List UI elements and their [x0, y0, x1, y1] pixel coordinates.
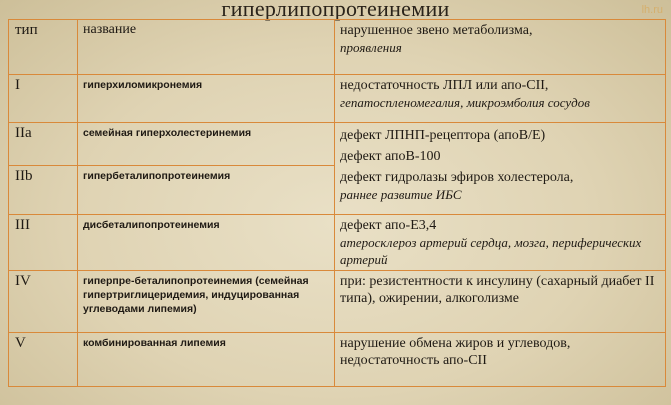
hyperlipoproteinemia-table	[8, 19, 666, 387]
row-disorder	[335, 333, 666, 387]
row-disorder	[335, 123, 666, 215]
disorder-text: дефект гидролазы эфиров холестерола,	[340, 170, 574, 185]
disorder-text: дефект апо-Е3,4	[340, 218, 437, 233]
row-name: комбинированная липемия	[78, 333, 335, 387]
row-disorder	[335, 271, 666, 333]
header-disorder	[335, 20, 666, 75]
header-type: тип	[9, 20, 78, 75]
header-disorder-line2: проявления	[340, 40, 402, 55]
row-name: гипербеталипопротеинемия	[78, 166, 335, 215]
row-disorder	[335, 75, 666, 123]
row-type: IIa	[9, 123, 78, 166]
disorder-text: нарушение обмена жиров и углеводов, недостаточность апо-CII	[340, 336, 571, 368]
header-name: название	[78, 20, 335, 75]
row-name: дисбеталипопротеинемия	[78, 215, 335, 271]
row-disorder	[335, 215, 666, 271]
manifest-text: атеросклероз артерий сердца, мозга, периферических артерий	[340, 235, 642, 267]
disorder-text: дефект апоВ-100	[340, 149, 441, 164]
row-name: гиперпре-беталипопротеинемия (семейная гипертриглицеридемия, индуцированная углеводами липемия)	[78, 271, 335, 333]
table-row	[9, 333, 666, 387]
row-type: III	[9, 215, 78, 271]
row-type: V	[9, 333, 78, 387]
table-row	[9, 215, 666, 271]
header-disorder-line1: нарушенное звено метаболизма,	[340, 23, 533, 38]
disorder-text: недостаточность ЛПЛ или апо-CII,	[340, 78, 549, 93]
table-row	[9, 123, 666, 166]
disorder-text: при: резистентности к инсулину (сахарный диабет II типа), ожирении, алкоголизме	[340, 274, 655, 306]
manifest-text: раннее развитие ИБС	[340, 187, 462, 202]
table-header-row	[9, 20, 666, 75]
row-name: семейная гиперхолестеринемия	[78, 123, 335, 166]
row-name: гиперхиломикронемия	[78, 75, 335, 123]
watermark: lh.ru	[641, 4, 663, 16]
disorder-text: дефект ЛПНП-рецептора (апоВ/Е)	[340, 128, 546, 143]
table-row	[9, 271, 666, 333]
page-title: гиперлипопротеинемии	[221, 0, 450, 21]
manifest-text: гепатоспленомегалия, микроэмболия сосудов	[340, 95, 590, 110]
row-type: I	[9, 75, 78, 123]
row-type: IIb	[9, 166, 78, 215]
row-type: IV	[9, 271, 78, 333]
table-row	[9, 75, 666, 123]
